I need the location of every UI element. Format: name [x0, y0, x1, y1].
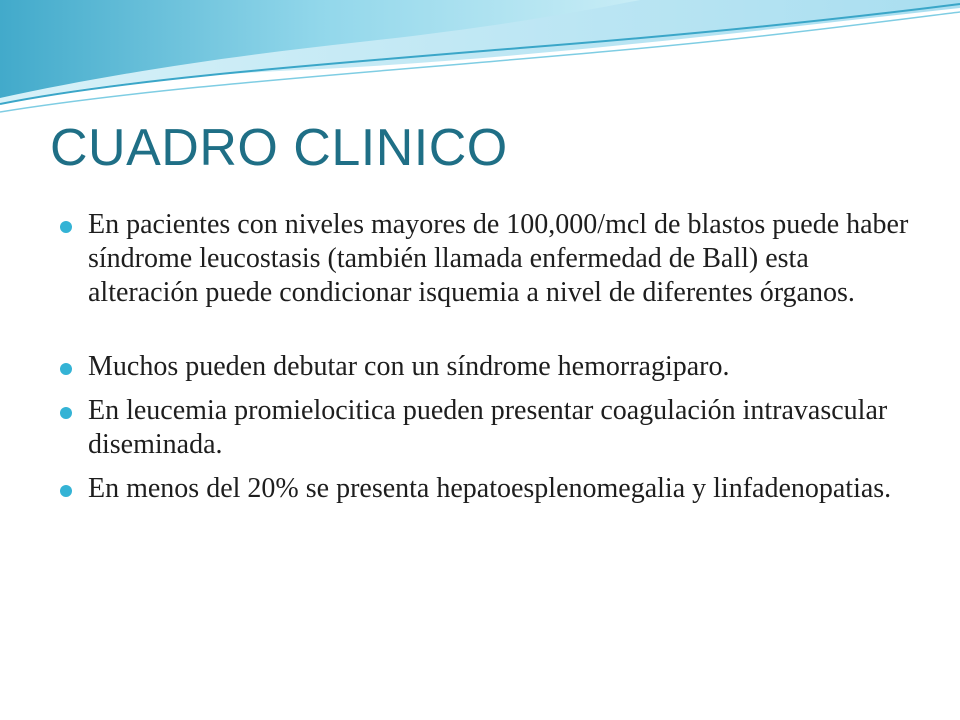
bullet-dot-icon: [60, 363, 72, 375]
header-wave-decoration: [0, 0, 960, 130]
bullet-dot-icon: [60, 407, 72, 419]
bullet-text: En leucemia promielocitica pueden presentar coagulación intravascular diseminada.: [88, 395, 888, 460]
bullet-list: [60, 208, 920, 506]
bullet-item: [60, 350, 920, 384]
bullet-dot-icon: [60, 485, 72, 497]
bullet-text: Muchos pueden debutar con un síndrome hemorragiparo.: [88, 351, 730, 382]
bullet-item: [60, 208, 920, 310]
bullet-item: [60, 472, 920, 506]
bullet-dot-icon: [60, 221, 72, 233]
bullet-text: En pacientes con niveles mayores de 100,000/mcl de blastos puede haber síndrome leucostasis (también llamada enfermedad de Ball) esta alteración puede condicionar isquemia a nivel de diferentes órganos.: [88, 209, 909, 308]
bullet-text: En menos del 20% se presenta hepatoesplenomegalia y linfadenopatias.: [88, 473, 892, 504]
bullet-item: [60, 394, 920, 462]
slide-title: CUADRO CLINICO: [50, 119, 508, 177]
